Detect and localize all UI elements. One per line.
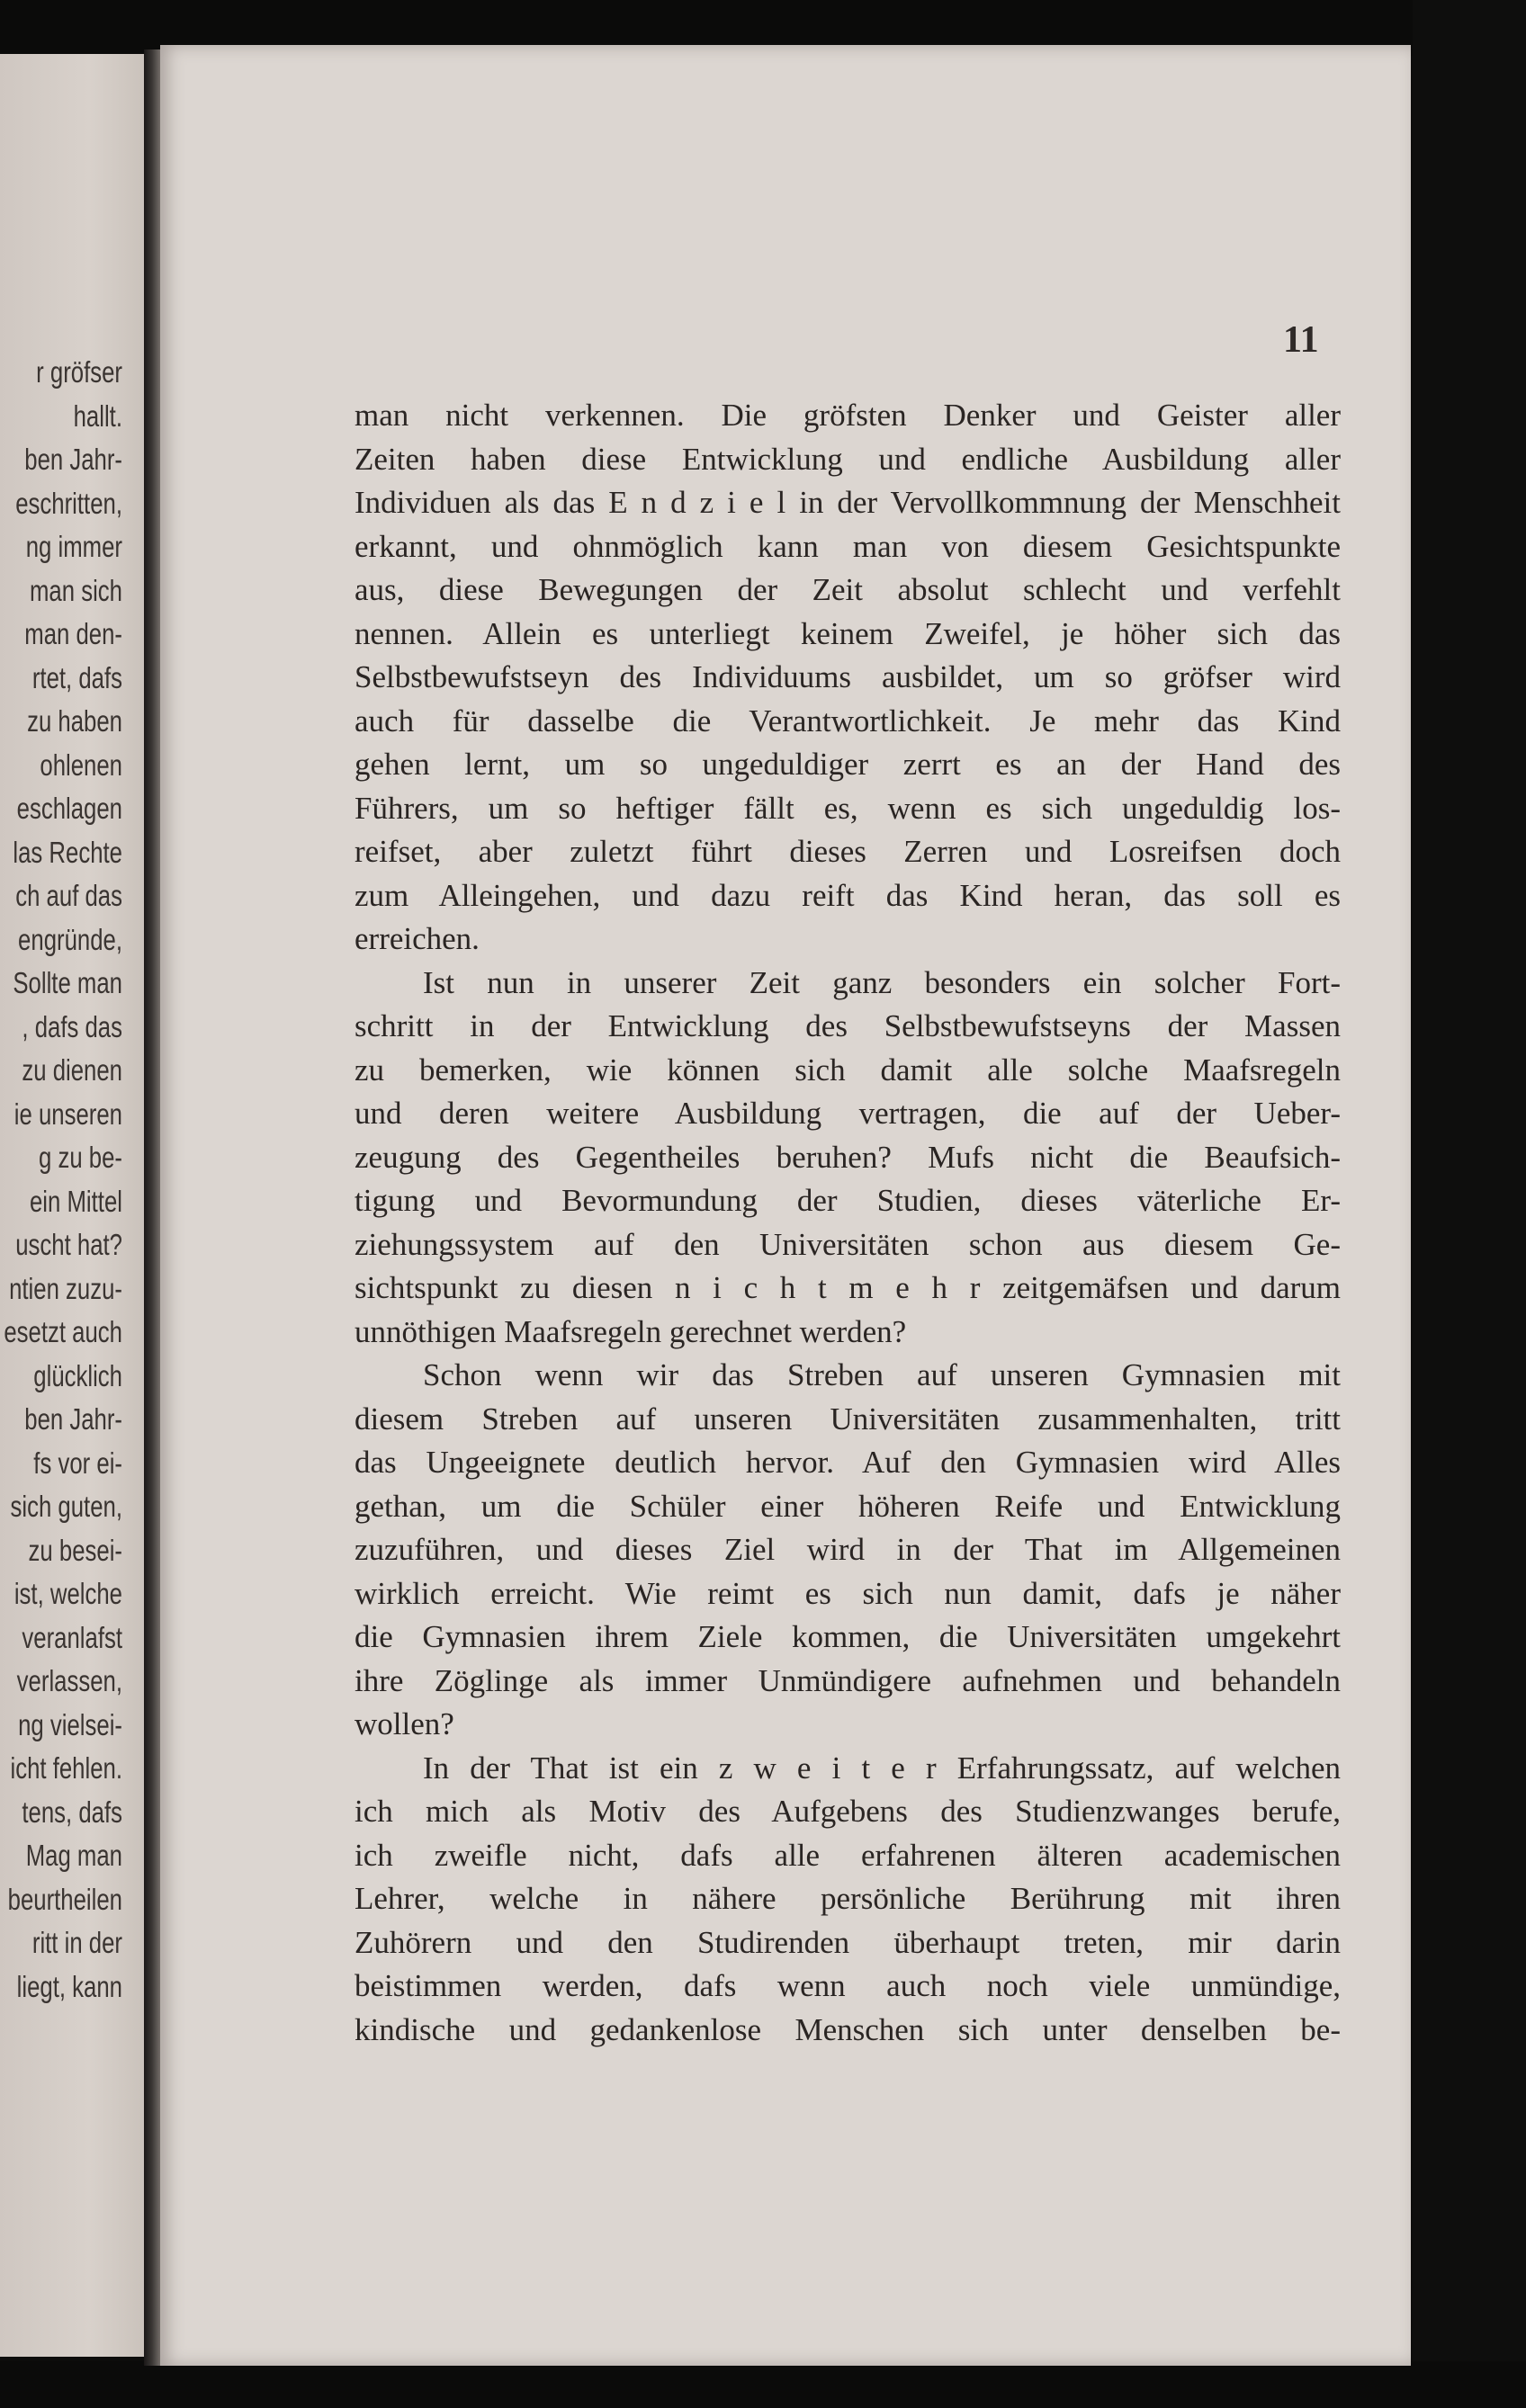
facing-page-line: ritt in der — [31, 1926, 122, 1959]
facing-page-line: ben Jahr- — [24, 443, 122, 476]
text-line: ich zweifle nicht, dafs alle erfahrenen älteren academischen — [355, 1837, 1341, 1873]
facing-page-line: Sollte man — [13, 966, 122, 999]
text-line: zuzuführen, und dieses Ziel wird in der That im Allgemeinen — [355, 1532, 1341, 1567]
facing-page-line: liegt, kann — [16, 1969, 122, 2003]
facing-page-line: sich guten, — [10, 1490, 122, 1523]
facing-page-line: zu besei- — [28, 1533, 122, 1567]
text-line: kindische und gedankenlose Menschen sich unter denselben be- — [355, 2011, 1341, 2047]
text-line: ziehungssystem auf den Universitäten schon aus diesem Ge- — [355, 1226, 1341, 1262]
text-line: aus, diese Bewegungen der Zeit absolut schlecht und verfehlt — [355, 572, 1341, 607]
text-line: Führers, um so heftiger fällt es, wenn es sich ungeduldig los- — [355, 790, 1341, 826]
text-line: ich mich als Motiv des Aufgebens des Studienzwanges berufe, — [355, 1794, 1341, 1829]
facing-page-line: ch auf das — [15, 879, 122, 912]
text-line: beistimmen werden, dafs wenn auch noch viele unmündige, — [355, 1968, 1341, 2003]
scan-right-border — [1413, 0, 1526, 2408]
book-page — [160, 45, 1411, 2366]
facing-page-line: icht fehlen. — [10, 1751, 122, 1785]
facing-page-line: , dafs das — [22, 1009, 122, 1043]
facing-page-line: ie unseren — [13, 1097, 122, 1131]
facing-page-line: rtet, dafs — [31, 660, 122, 694]
text-line: gehen lernt, um so ungeduldiger zerrt es an der Hand des — [355, 747, 1341, 782]
facing-page-line: tens, dafs — [22, 1795, 122, 1829]
text-line: diesem Streben auf unseren Universitäten zusammenhalten, tritt — [355, 1401, 1341, 1437]
text-line: erkannt, und ohnmöglich kann man von diesem Gesichtspunkte — [355, 528, 1341, 564]
text-line: gethan, um die Schüler einer höheren Reife und Entwicklung — [355, 1488, 1341, 1524]
text-line: sichtspunkt zu diesen n i c h t m e h r zeitgemäfsen und darum — [355, 1270, 1341, 1305]
facing-page-line: ist, welche — [13, 1577, 122, 1610]
facing-page-line: zu dienen — [22, 1053, 122, 1087]
text-line: zeugung des Gegentheiles beruhen? Mufs nicht die Beaufsich- — [355, 1139, 1341, 1175]
facing-page-line: Mag man — [25, 1839, 122, 1872]
facing-page-line: las Rechte — [13, 835, 122, 869]
page-number: 11 — [1283, 319, 1319, 361]
facing-page-line: man den- — [24, 617, 122, 650]
facing-page-line: verlassen, — [16, 1664, 122, 1697]
text-line: Schon wenn wir das Streben auf unseren Gymnasien mit — [423, 1357, 1341, 1392]
facing-page-text — [0, 351, 122, 2009]
text-line: man nicht verkennen. Die gröfsten Denker und Geister aller — [355, 398, 1341, 433]
text-line: wollen? — [355, 1706, 454, 1741]
facing-page-line: veranlafst — [22, 1620, 122, 1654]
text-line: das Ungeeignete deutlich hervor. Auf den Gymnasien wird Alles — [355, 1445, 1341, 1480]
text-line: Ist nun in unserer Zeit ganz besonders ein solcher Fort- — [423, 964, 1341, 1000]
text-line: ihre Zöglinge als immer Unmündigere aufnehmen und behandeln — [355, 1662, 1341, 1698]
facing-page-line: ng vielsei- — [18, 1707, 122, 1741]
text-line: unnöthigen Maafsregeln gerechnet werden? — [355, 1313, 907, 1349]
facing-page-line: zu haben — [27, 704, 122, 738]
text-line: zum Alleingehen, und dazu reift das Kind heran, das soll es — [355, 877, 1341, 913]
text-line: wirklich erreicht. Wie reimt es sich nun damit, dafs je näher — [355, 1575, 1341, 1611]
facing-page-line: ng immer — [25, 530, 122, 563]
scan-bottom-border — [0, 2361, 1526, 2408]
text-line: die Gymnasien ihrem Ziele kommen, die Universitäten umgekehrt — [355, 1619, 1341, 1654]
facing-page-line: esetzt auch — [4, 1315, 122, 1348]
facing-page-line: beurtheilen — [7, 1882, 122, 1916]
facing-page-line: hallt. — [73, 398, 122, 433]
text-line: schritt in der Entwicklung des Selbstbewufstseyns der Massen — [355, 1008, 1341, 1043]
facing-page-line: ein Mittel — [29, 1184, 122, 1218]
facing-page-line: g zu be- — [38, 1141, 122, 1174]
facing-page-line: uscht hat? — [15, 1228, 122, 1261]
text-line: Individuen als das E n d z i e l in der Vervollkommnung der Menschheit — [355, 485, 1341, 520]
facing-page-line: eschlagen — [16, 792, 122, 825]
body-text — [355, 394, 1341, 2052]
facing-page-line: ntien zuzu- — [9, 1271, 122, 1305]
text-line: Zeiten haben diese Entwicklung und endliche Ausbildung aller — [355, 441, 1341, 477]
facing-page-line: engründe, — [18, 922, 122, 956]
text-line: Zuhörern und den Studirenden überhaupt treten, mir darin — [355, 1924, 1341, 1960]
facing-page-line: eschritten, — [15, 486, 122, 520]
facing-page-line: r gröfser — [36, 355, 122, 389]
text-line: In der That ist ein z w e i t e r Erfahrungssatz, auf welchen — [423, 1750, 1341, 1786]
text-line: nennen. Allein es unterliegt keinem Zweifel, je höher sich das — [355, 615, 1341, 651]
text-line: Lehrer, welche in nähere persönliche Berührung mit ihren — [355, 1881, 1341, 1916]
text-line: und deren weitere Ausbildung vertragen, die auf der Ueber- — [355, 1096, 1341, 1131]
text-line: tigung und Bevormundung der Studien, dieses väterliche Er- — [355, 1183, 1341, 1218]
facing-page-line: ben Jahr- — [24, 1402, 122, 1436]
facing-page-fragment — [0, 54, 149, 2357]
facing-page-line: ohlenen — [40, 747, 122, 782]
facing-page-line: glücklich — [33, 1358, 122, 1392]
text-line: auch für dasselbe die Verantwortlichkeit. Je mehr das Kind — [355, 703, 1341, 739]
text-line: erreichen. — [355, 921, 480, 956]
text-line: Selbstbewufstseyn des Individuums ausbildet, um so gröfser wird — [355, 659, 1341, 694]
facing-page-line: fs vor ei- — [33, 1446, 122, 1480]
facing-page-line: man sich — [29, 573, 122, 607]
text-line: reifset, aber zuletzt führt dieses Zerren und Losreifsen doch — [355, 834, 1341, 869]
text-line: zu bemerken, wie können sich damit alle solche Maafsregeln — [355, 1052, 1341, 1088]
